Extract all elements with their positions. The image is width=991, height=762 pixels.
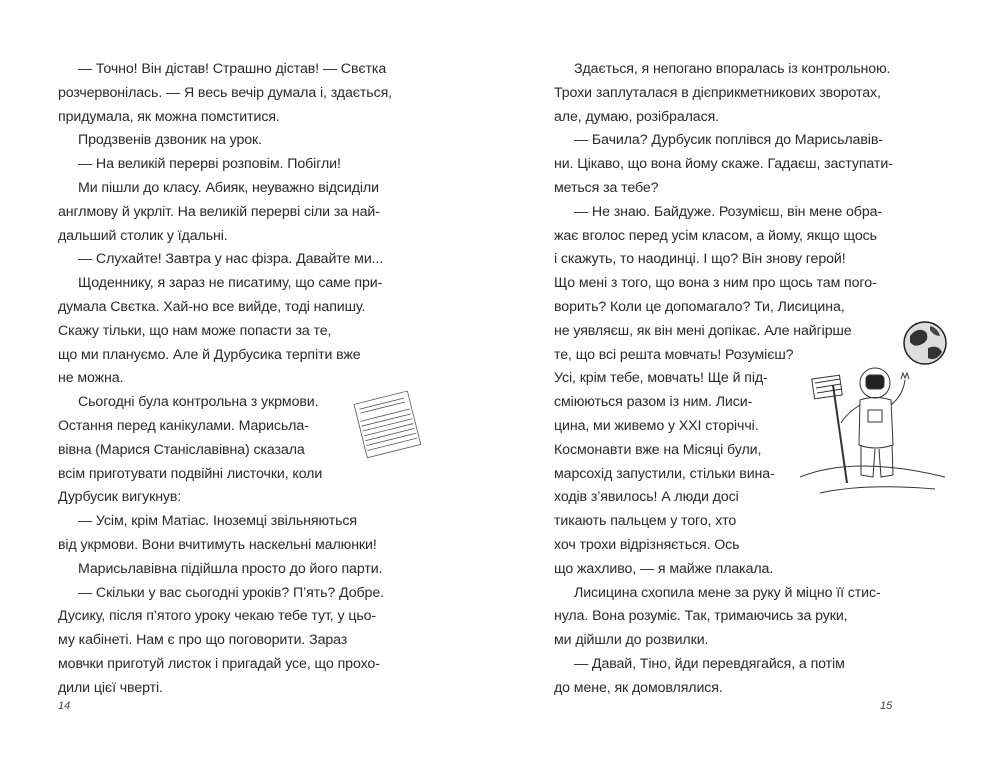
text-line: му кабінеті. Нам є про що поговорити. Зараз	[58, 632, 348, 649]
text-line: — Бачила? Дурбусик поплівся до Марисьлавів-	[574, 132, 883, 149]
text-line: те, що всі решта мовчать! Розумієш?	[554, 346, 794, 363]
text-line: ми дійшли до розвилки.	[554, 632, 709, 649]
text-line: Щоденнику, я зараз не писатиму, що саме при-	[78, 275, 383, 292]
text-line: Сьогодні була контрольна з укрмови.	[78, 394, 319, 411]
text-line: марсохід запустили, стільки вина-	[554, 465, 775, 482]
text-line: Скажу тільки, що нам може попасти за те,	[58, 322, 332, 339]
text-line: від укрмови. Вони вчитимуть наскельні малюнки!	[58, 536, 377, 553]
text-line: Марисьлавівна підійшла просто до його парти.	[78, 560, 383, 577]
text-line: Трохи заплуталася в дієприкметникових зворотах,	[554, 84, 881, 101]
text-line: Дурбусик вигукнув:	[58, 489, 182, 506]
text-line: що ми плануємо. Але й Дурбусика терпіти вже	[58, 346, 361, 363]
text-line: — Усім, крім Матіас. Іноземці звільняються	[78, 513, 357, 530]
text-line: розчервонілась. — Я весь вечір думала і, здається,	[58, 84, 393, 101]
text-line: Лисицина схопила мене за руку й міцно її стис-	[574, 584, 881, 601]
page-number: 15	[880, 700, 893, 712]
astronaut-illustration	[795, 365, 955, 505]
text-line: придумала, як можна помститися.	[58, 108, 280, 125]
text-line: нула. Вона розуміє. Так, тримаючись за руки,	[554, 608, 848, 625]
text-line: не можна.	[58, 370, 124, 387]
text-line: Що мені з того, що вона з ним про щось там пого-	[554, 275, 877, 292]
text-line: цина, ми живемо у XXI сторіччі.	[554, 417, 759, 434]
left-page	[0, 0, 495, 762]
text-line: сміюються разом із ним. Лиси-	[554, 394, 753, 411]
text-line: хоч трохи відрізняється. Ось	[554, 536, 740, 553]
text-line: і скажуть, то наодинці. І що? Він знову герой!	[554, 251, 846, 268]
text-line: ворить? Коли це допомагало? Ти, Лисицина,	[554, 298, 845, 315]
text-line: Остання перед канікулами. Марисьла-	[58, 417, 309, 434]
text-line: — Слухайте! Завтра у нас фізра. Давайте ми...	[78, 251, 384, 268]
text-line: дальший столик у їдальні.	[58, 227, 228, 244]
text-line: вівна (Марися Станіславівна) сказала	[58, 441, 305, 458]
text-line: Здається, я непогано впоралась із контрольною.	[574, 61, 891, 77]
text-line: думала Свєтка. Хай-но все вийде, тоді напишу.	[58, 298, 366, 315]
text-line: жає вголос перед усім класом, а йому, якщо щось	[554, 227, 877, 244]
text-line: ходів з’явилось! А люди досі	[554, 489, 739, 506]
text-line: але, думаю, розібралася.	[554, 108, 719, 125]
text-line: Дусику, після п’ятого уроку чекаю тебе тут, у цьо-	[58, 608, 377, 625]
text-line: Усі, крім тебе, мовчать! Ще й під-	[554, 370, 768, 387]
text-line: мовчки приготуй листок і пригадай усе, що прохо-	[58, 655, 380, 672]
paper-sheet-illustration	[350, 385, 425, 465]
text-line: до мене, як домовлялися.	[554, 679, 723, 696]
text-line: ни. Цікаво, що вона йому скаже. Гадаєш, заступати-	[554, 156, 893, 173]
earth-globe-illustration	[900, 318, 950, 368]
right-page	[495, 0, 991, 762]
text-line: Космонавти вже на Місяці були,	[554, 441, 762, 458]
text-line: що жахливо, — я майже плакала.	[554, 560, 774, 577]
text-line: англмову й укрліт. На великій перерві сіли за най-	[58, 203, 380, 220]
text-line: Ми пішли до класу. Абияк, неуважно відсиділи	[78, 179, 379, 196]
text-line: — Скільки у вас сьогодні уроків? П’ять? Добре.	[78, 584, 384, 601]
left-page-text	[58, 58, 392, 701]
text-line: — Точно! Він дістав! Страшно дістав! — Свєтка	[78, 61, 387, 77]
text-line: не уявляєш, як він мені допікає. Але найгірше	[554, 322, 852, 339]
text-line: меться за тебе?	[554, 179, 659, 196]
text-line: всім приготувати подвійні листочки, коли	[58, 465, 323, 482]
text-line: тикають пальцем у того, хто	[554, 513, 737, 530]
page-number: 14	[58, 700, 71, 712]
text-line: — Давай, Тіно, йди перевдягайся, а потім	[574, 655, 845, 672]
text-line: Продзвенів дзвоник на урок.	[78, 132, 262, 149]
text-line: — Не знаю. Байдуже. Розумієш, він мене обра-	[574, 203, 883, 220]
text-line: — На великій перерві розповім. Побігли!	[78, 156, 341, 173]
text-line: дили цієї чверті.	[58, 679, 163, 696]
